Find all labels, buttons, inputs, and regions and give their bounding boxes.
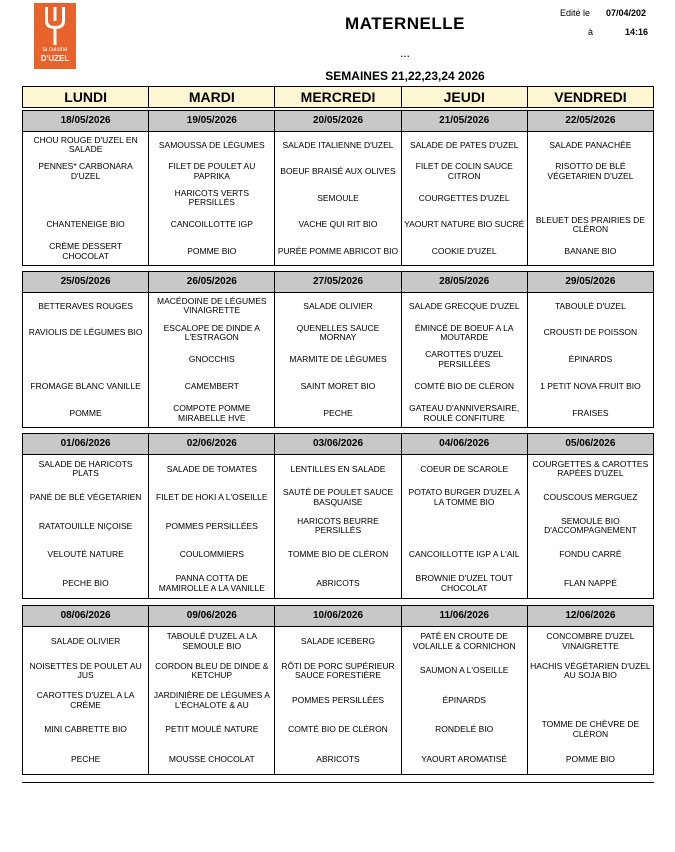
menu-item: COMTÉ BIO DE CLÉRON bbox=[288, 724, 388, 735]
menu-item: FILET DE COLIN SAUCE CITRON bbox=[415, 161, 513, 181]
menu-item: GNOCCHIS bbox=[188, 354, 235, 365]
menu-item: FONDU CARRÉ bbox=[559, 549, 622, 560]
menu-item: BROWNIE D'UZEL TOUT CHOCOLAT bbox=[415, 573, 513, 593]
menu-item: BOEUF BRAISÉ AUX OLIVES bbox=[280, 166, 396, 177]
menu-item: PURÉE POMME ABRICOT BIO bbox=[277, 245, 399, 256]
day-header-monday: LUNDI bbox=[64, 89, 107, 105]
date-header: 08/06/2026 bbox=[23, 606, 148, 627]
date-header: 02/06/2026 bbox=[149, 434, 274, 455]
menu-item: SALADE ICEBERG bbox=[300, 635, 376, 646]
menu-item: QUENELLES SAUCE MORNAY bbox=[296, 322, 380, 343]
menu-item: MARMITE DE LÉGUMES bbox=[289, 354, 387, 365]
weeks-label: SEMAINES 21,22,23,24 2026 bbox=[325, 69, 485, 83]
menu-item: SALADE ITALIENNE D'UZEL bbox=[282, 139, 394, 150]
menu-item: SALADE OLIVIER bbox=[303, 300, 373, 311]
menu-item: POMME BIO bbox=[187, 245, 237, 256]
menu-item bbox=[23, 185, 148, 212]
menu-item: COMPOTE POMME MIRABELLE HVE bbox=[173, 403, 251, 423]
day-header-thursday: JEUDI bbox=[401, 87, 527, 107]
menu-item bbox=[23, 347, 148, 374]
menu-item: BETTERAVES ROUGES bbox=[38, 300, 133, 311]
day-column bbox=[148, 606, 274, 774]
menu-item: POMMES PERSILLÉES bbox=[291, 694, 385, 705]
day-column bbox=[527, 606, 653, 774]
day-column bbox=[274, 606, 400, 774]
menu-item: YAOURT AROMATISÉ bbox=[421, 753, 508, 764]
week-block bbox=[22, 433, 654, 599]
day-column bbox=[148, 272, 274, 427]
menu-item: FROMAGE BLANC VANILLE bbox=[30, 381, 141, 392]
date-header: 01/06/2026 bbox=[23, 434, 148, 455]
menu-item: COOKIE D'UZEL bbox=[431, 245, 497, 256]
menu-item: SALADE GRECQUE D'UZEL bbox=[408, 300, 520, 311]
menu-item: RÔTI DE PORC SUPÉRIEUR SAUCE FORESTIÈRE bbox=[281, 660, 395, 681]
bottom-divider bbox=[22, 782, 654, 783]
menu-item: JARDINIÈRE DE LÉGUMES A L'ÉCHALOTE & AU bbox=[153, 690, 270, 710]
menu-item: SAUMON A L'OSEILLE bbox=[419, 665, 509, 676]
day-column bbox=[527, 434, 653, 598]
menu-item: SEMOULE BIO D'ACCOMPAGNEMENT bbox=[544, 515, 637, 536]
menu-item: CAROTTES D'UZEL A LA CRÈME bbox=[36, 690, 135, 710]
menu-item: RONDELÉ BIO bbox=[435, 724, 494, 735]
menu-item: PATÉ EN CROUTE DE VOLAILLE & CORNICHON bbox=[412, 631, 516, 651]
menu-item: MACÉDOINE DE LÉGUMES VINAIGRETTE bbox=[157, 295, 267, 316]
week-block bbox=[22, 110, 654, 266]
day-column bbox=[401, 434, 527, 598]
date-header: 19/05/2026 bbox=[149, 111, 274, 132]
menu-item: FRAISES bbox=[572, 407, 609, 418]
menu-item: COULOMMIERS bbox=[179, 549, 244, 560]
menu-item: CHOU ROUGE D'UZEL EN SALADE bbox=[33, 134, 138, 155]
menu-item: PETIT MOULÉ NATURE bbox=[165, 724, 259, 735]
day-column bbox=[274, 434, 400, 598]
menu-item bbox=[528, 686, 653, 715]
fork-icon bbox=[42, 7, 68, 45]
date-header: 12/06/2026 bbox=[528, 606, 653, 627]
menu-item: BLEUET DES PRAIRIES DE CLÉRON bbox=[535, 214, 645, 235]
date-header: 21/05/2026 bbox=[402, 111, 527, 132]
menu-item: PECHE bbox=[323, 407, 353, 418]
date-header: 22/05/2026 bbox=[528, 111, 653, 132]
menu-item: TABOULÉ D'UZEL bbox=[554, 300, 626, 311]
menu-item: CANCOILLOTTE IGP A L'AIL bbox=[408, 549, 520, 560]
menu-item: POMME BIO bbox=[565, 753, 615, 764]
day-column bbox=[401, 272, 527, 427]
menu-item: SALADE PANACHÉE bbox=[549, 139, 632, 150]
brand-line-1: la cuisine bbox=[42, 47, 68, 53]
day-header-wednesday: MERCREDI bbox=[274, 87, 400, 107]
menu-item: SALADE DE PATES D'UZEL bbox=[409, 139, 519, 150]
menu-item: MOUSSE CHOCOLAT bbox=[168, 753, 255, 764]
date-header: 29/05/2026 bbox=[528, 272, 653, 293]
menu-item: SAUTÉ DE POULET SAUCE BASQUAISE bbox=[282, 487, 394, 507]
menu-item: SEMOULE bbox=[317, 192, 359, 203]
menu-item bbox=[402, 512, 527, 541]
menu-item: SALADE DE HARICOTS PLATS bbox=[38, 458, 133, 479]
menu-item: ÉPINARDS bbox=[568, 354, 613, 365]
menu-item: FLAN NAPPÉ bbox=[563, 577, 617, 588]
menu-item: ÉMINCÉ DE BOEUF A LA MOUTARDE bbox=[414, 322, 514, 343]
date-header: 18/05/2026 bbox=[23, 111, 148, 132]
brand-logo bbox=[34, 3, 76, 69]
menu-item: PECHE BIO bbox=[62, 577, 109, 588]
menu-item: LENTILLES EN SALADE bbox=[290, 463, 386, 474]
date-header: 25/05/2026 bbox=[23, 272, 148, 293]
date-header: 04/06/2026 bbox=[402, 434, 527, 455]
menu-item: RISOTTO DE BLÉ VÉGETARIEN D'UZEL bbox=[547, 161, 634, 181]
day-header-tuesday: MARDI bbox=[148, 87, 274, 107]
menu-item: VELOUTÉ NATURE bbox=[47, 549, 124, 560]
edit-label: Edité le bbox=[560, 8, 591, 18]
menu-item: NOISETTES DE POULET AU JUS bbox=[29, 660, 142, 681]
menu-item: HACHIS VÉGÉTARIEN D'UZEL AU SOJA BIO bbox=[530, 660, 651, 681]
menu-item: POMMES PERSILLÉES bbox=[165, 520, 258, 531]
menu-item: TOMME BIO DE CLÉRON bbox=[287, 549, 389, 560]
menu-item: POTATO BURGER D'UZEL A LA TOMME BIO bbox=[408, 487, 520, 507]
menu-item: ABRICOTS bbox=[316, 577, 360, 588]
menu-item: COUSCOUS MERGUEZ bbox=[543, 492, 638, 503]
day-column bbox=[274, 111, 400, 265]
menu-item: COURGETTES & CAROTTES RAPÉES D'UZEL bbox=[532, 458, 649, 479]
date-header: 11/06/2026 bbox=[402, 606, 527, 627]
menu-item: HARICOTS VERTS PERSILLÉS bbox=[174, 187, 250, 208]
menu-item: GATEAU D'ANNIVERSAIRE, ROULÉ CONFITURE bbox=[409, 403, 520, 423]
menu-item: CHANTENEIGE BIO bbox=[46, 219, 125, 230]
menu-item: CAROTTES D'UZEL PERSILLÉES bbox=[425, 349, 504, 369]
day-column bbox=[23, 272, 148, 427]
day-column bbox=[274, 272, 400, 427]
menu-item: SAINT MORET BIO bbox=[300, 381, 376, 392]
edit-date: 07/04/202 bbox=[606, 8, 647, 18]
menu-item: ESCALOPE DE DINDE A L'ESTRAGON bbox=[163, 322, 260, 343]
menu-item: PANÉ DE BLÉ VÉGETARIEN bbox=[29, 492, 142, 503]
date-header: 03/06/2026 bbox=[275, 434, 400, 455]
menu-item: SALADE DE TOMATES bbox=[166, 463, 257, 474]
page-title: MATERNELLE bbox=[345, 14, 465, 33]
date-header: 26/05/2026 bbox=[149, 272, 274, 293]
menu-item: COEUR DE SCAROLE bbox=[420, 463, 509, 474]
menu-item: FILET DE HOKI A L'OSEILLE bbox=[156, 492, 268, 503]
day-column bbox=[23, 111, 148, 265]
page-subtitle: ... bbox=[399, 46, 410, 60]
date-header: 28/05/2026 bbox=[402, 272, 527, 293]
day-header-friday: VENDREDI bbox=[527, 87, 653, 107]
menu-item: CONCOMBRE D'UZEL VINAIGRETTE bbox=[546, 631, 635, 651]
at-label: à bbox=[588, 27, 594, 37]
date-header: 27/05/2026 bbox=[275, 272, 400, 293]
date-header: 10/06/2026 bbox=[275, 606, 400, 627]
menu-item: CORDON BLEU DE DINDE & KETCHUP bbox=[155, 660, 269, 681]
menu-item: SALADE OLIVIER bbox=[50, 635, 121, 646]
menu-item: POMME bbox=[69, 407, 102, 418]
menu-item: MINI CABRETTE BIO bbox=[44, 724, 127, 735]
brand-line-2: D'UZEL bbox=[40, 54, 70, 63]
menu-item: BANANE BIO bbox=[564, 245, 617, 256]
date-header: 09/06/2026 bbox=[149, 606, 274, 627]
week-block bbox=[22, 605, 654, 775]
menu-item: ÉPINARDS bbox=[442, 694, 486, 705]
menu-item: ABRICOTS bbox=[316, 753, 360, 764]
menu-item: TOMME DE CHÈVRE DE CLÉRON bbox=[541, 719, 640, 739]
day-column bbox=[23, 434, 148, 598]
date-header: 05/06/2026 bbox=[528, 434, 653, 455]
menu-item: FILET DE POULET AU PAPRIKA bbox=[168, 161, 256, 181]
edit-time: 14:16 bbox=[625, 27, 649, 37]
day-column bbox=[527, 272, 653, 427]
menu-item: COURGETTES D'UZEL bbox=[418, 192, 510, 203]
menu-item: PECHE bbox=[70, 753, 101, 764]
menu-item: SAMOUSSA DE LÉGUMES bbox=[158, 139, 265, 150]
menu-item: CAMEMBERT bbox=[184, 381, 239, 392]
menu-item bbox=[528, 185, 653, 212]
day-header-row bbox=[22, 86, 654, 108]
menu-item: RAVIOLIS DE LÉGUMES BIO bbox=[28, 327, 143, 338]
day-column bbox=[148, 434, 274, 598]
week-block bbox=[22, 271, 654, 428]
menu-item: RATATOUILLE NIÇOISE bbox=[38, 520, 133, 531]
menu-item: CRÈME DESSERT CHOCOLAT bbox=[49, 241, 123, 261]
day-column bbox=[148, 111, 274, 265]
menu-item: VACHE QUI RIT BIO bbox=[298, 219, 378, 230]
day-column bbox=[401, 111, 527, 265]
date-header: 20/05/2026 bbox=[275, 111, 400, 132]
day-column bbox=[527, 111, 653, 265]
menu-item: CANCOILLOTTE IGP bbox=[170, 219, 253, 230]
menu-item: YAOURT NATURE BIO SUCRÉ bbox=[404, 219, 525, 230]
menu-item: CROUSTI DE POISSON bbox=[543, 327, 638, 338]
menu-item: TABOULÉ D'UZEL A LA SEMOULE BIO bbox=[166, 631, 258, 651]
day-column bbox=[23, 606, 148, 774]
menu-item: PANNA COTTA DE MAMIROLLE A LA VANILLE bbox=[158, 573, 265, 593]
day-column bbox=[401, 606, 527, 774]
menu-item: COMTÉ BIO DE CLÉRON bbox=[414, 381, 515, 392]
menu-item: 1 PETIT NOVA FRUIT BIO bbox=[540, 381, 641, 392]
menu-item: PENNES* CARBONARA D'UZEL bbox=[38, 161, 133, 181]
menu-item: HARICOTS BEURRE PERSILLÉS bbox=[297, 515, 379, 536]
